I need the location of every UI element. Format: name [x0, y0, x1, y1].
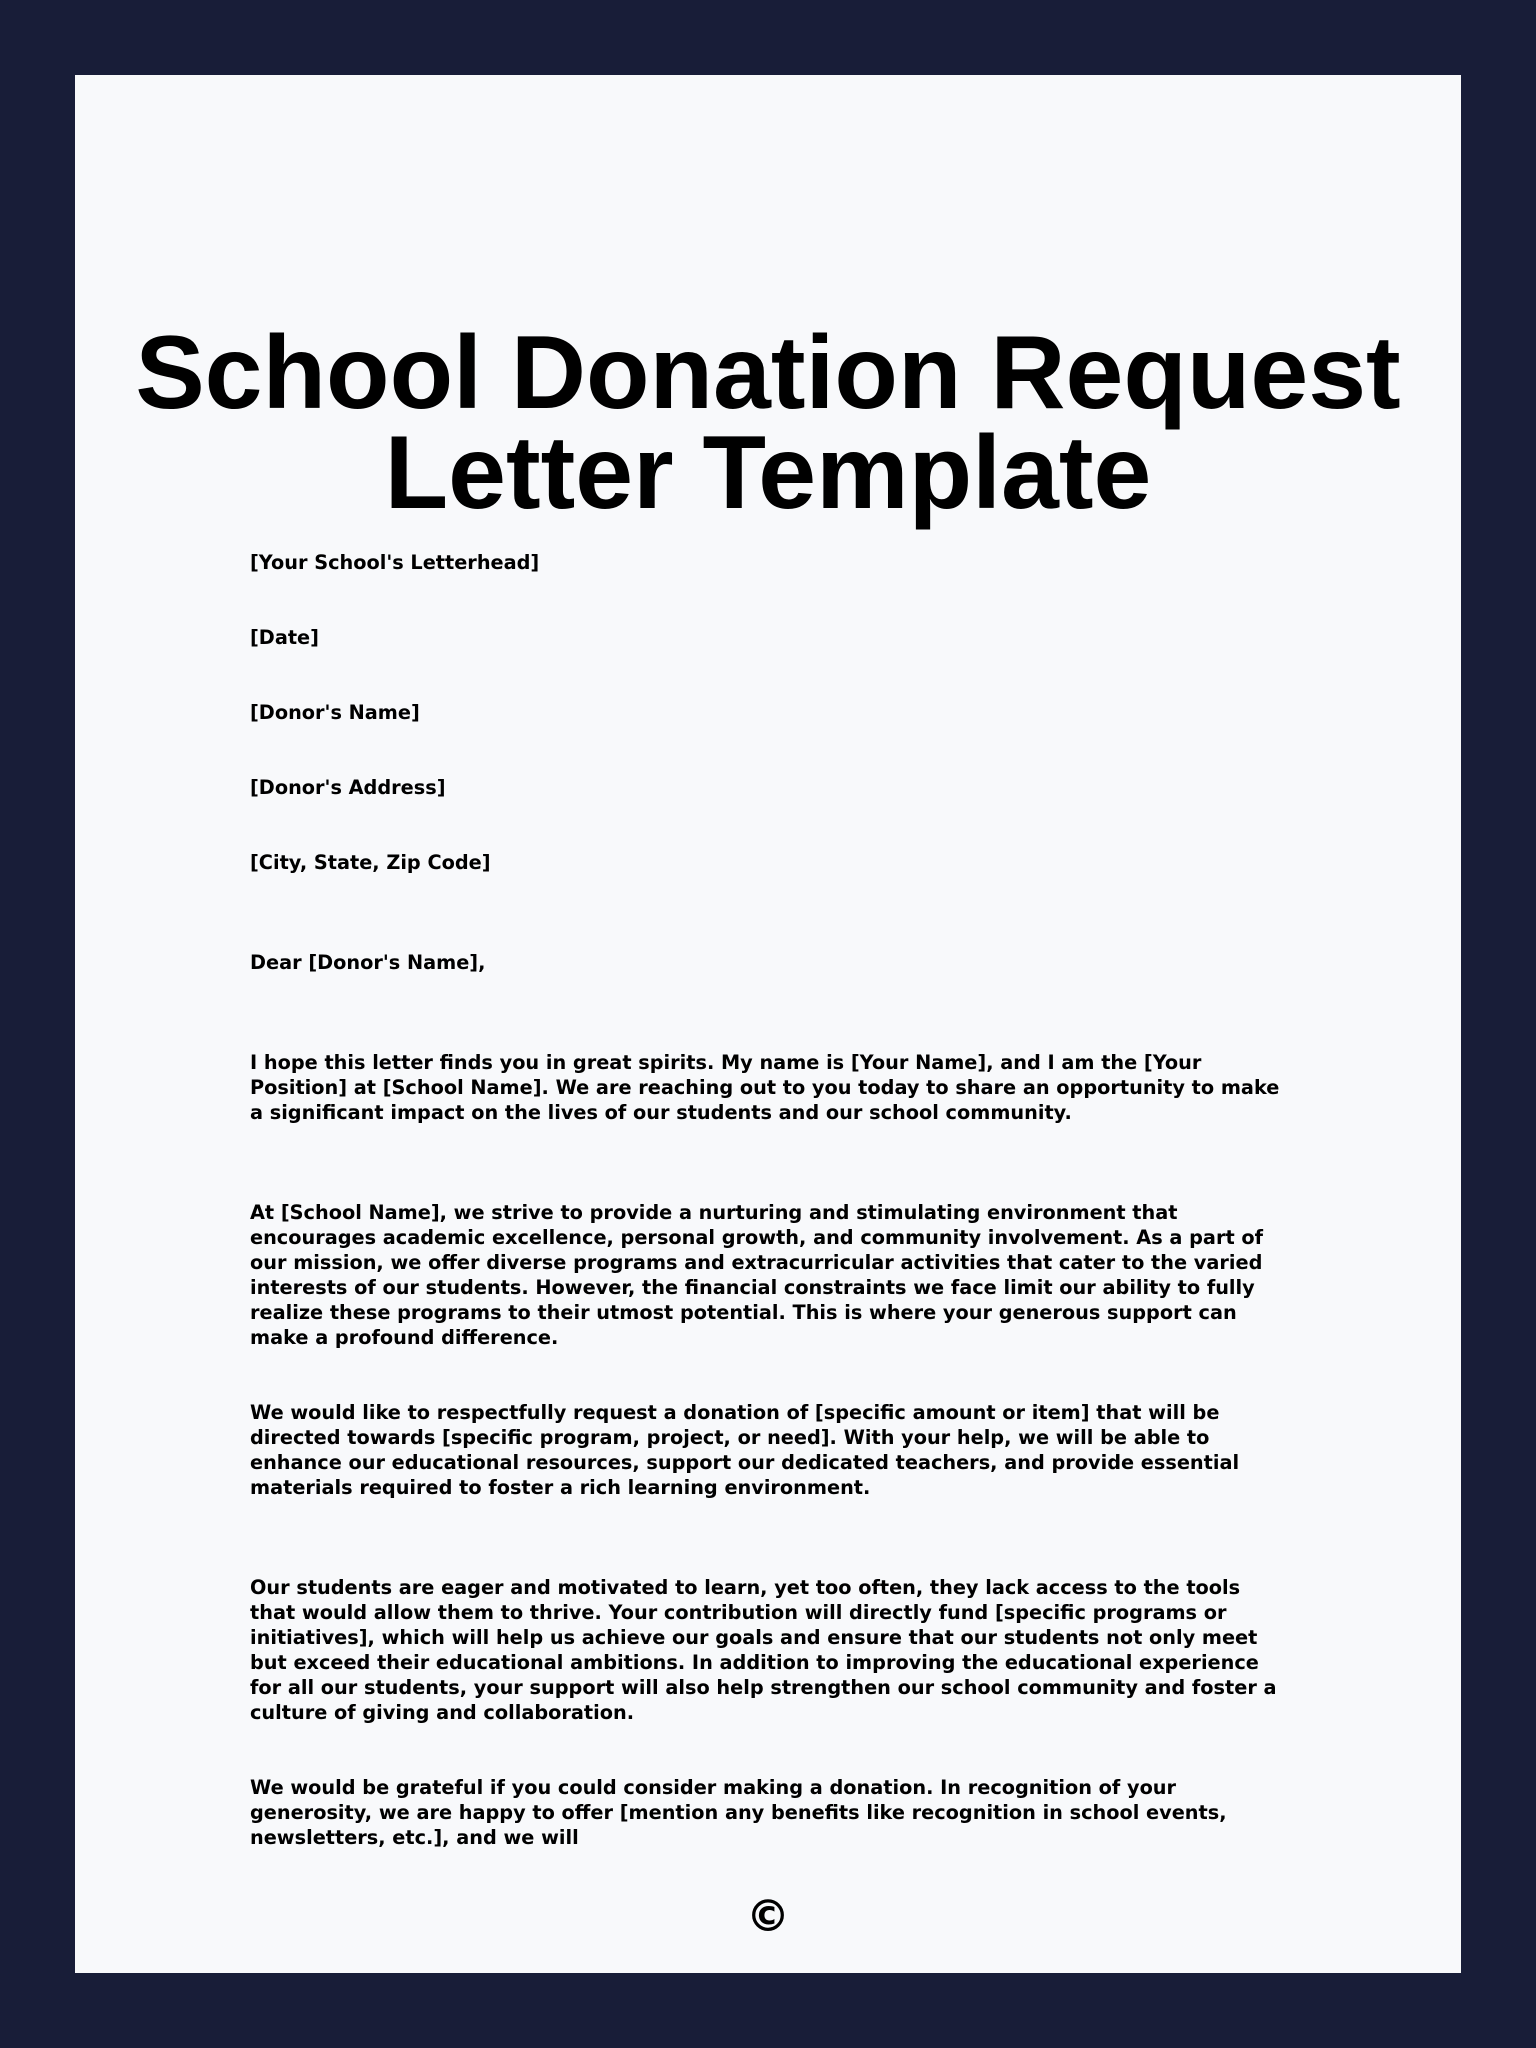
paragraph-impact: Our students are eager and motivated to learn, yet too often, they lack access to the tools that would allow them to thrive. Your contribution will directly fund [specific programs or initiatives], which will help us achieve our goals and ensure that our students not only meet but exceed their educational ambitions. In addition to improving the educational experience for all our students, your support will also help strengthen our school community and foster a culture of giving and collaboration. — [250, 1576, 1277, 1724]
salutation: Dear [Donor's Name], — [250, 951, 486, 974]
paragraph-request: We would like to respectfully request a donation of [specific amount or item] that will be directed towards [specific program, project, or need]. With your help, we will be able to enhance our educational resources, support our dedicated teachers, and provide essential materials required to foster a rich learning environment. — [250, 1401, 1240, 1499]
paragraph-introduction: I hope this letter finds you in great spirits. My name is [Your Name], and I am the [Your Position] at [School Name]. We are reaching out to you today to share an opportunity to make a significant impact on the lives of our students and our school community. — [250, 1051, 1280, 1124]
donor-name-line: [Donor's Name] — [250, 701, 420, 724]
date-line: [Date] — [250, 626, 319, 649]
document-page — [75, 75, 1461, 1973]
city-state-zip-line: [City, State, Zip Code] — [250, 851, 491, 874]
letterhead-line: [Your School's Letterhead] — [250, 551, 540, 574]
paragraph-recognition: We would be grateful if you could consider making a donation. In recognition of your generosity, we are happy to offer [mention any benefits like recognition in school events, newsletters, etc.], and we will — [250, 1776, 1227, 1849]
document-title: School Donation Request Letter Template — [135, 315, 1401, 531]
copyright-icon: © — [746, 1891, 790, 1942]
paragraph-mission: At [School Name], we strive to provide a nurturing and stimulating environment that encourages academic excellence, personal growth, and community involvement. As a part of our mission, we offer diverse programs and extracurricular activities that cater to the varied interests of our students. However, the financial constraints we face limit our ability to fully realize these programs to their utmost potential. This is where your generous support can make a profound difference. — [250, 1201, 1264, 1349]
donor-address-line: [Donor's Address] — [250, 776, 446, 799]
